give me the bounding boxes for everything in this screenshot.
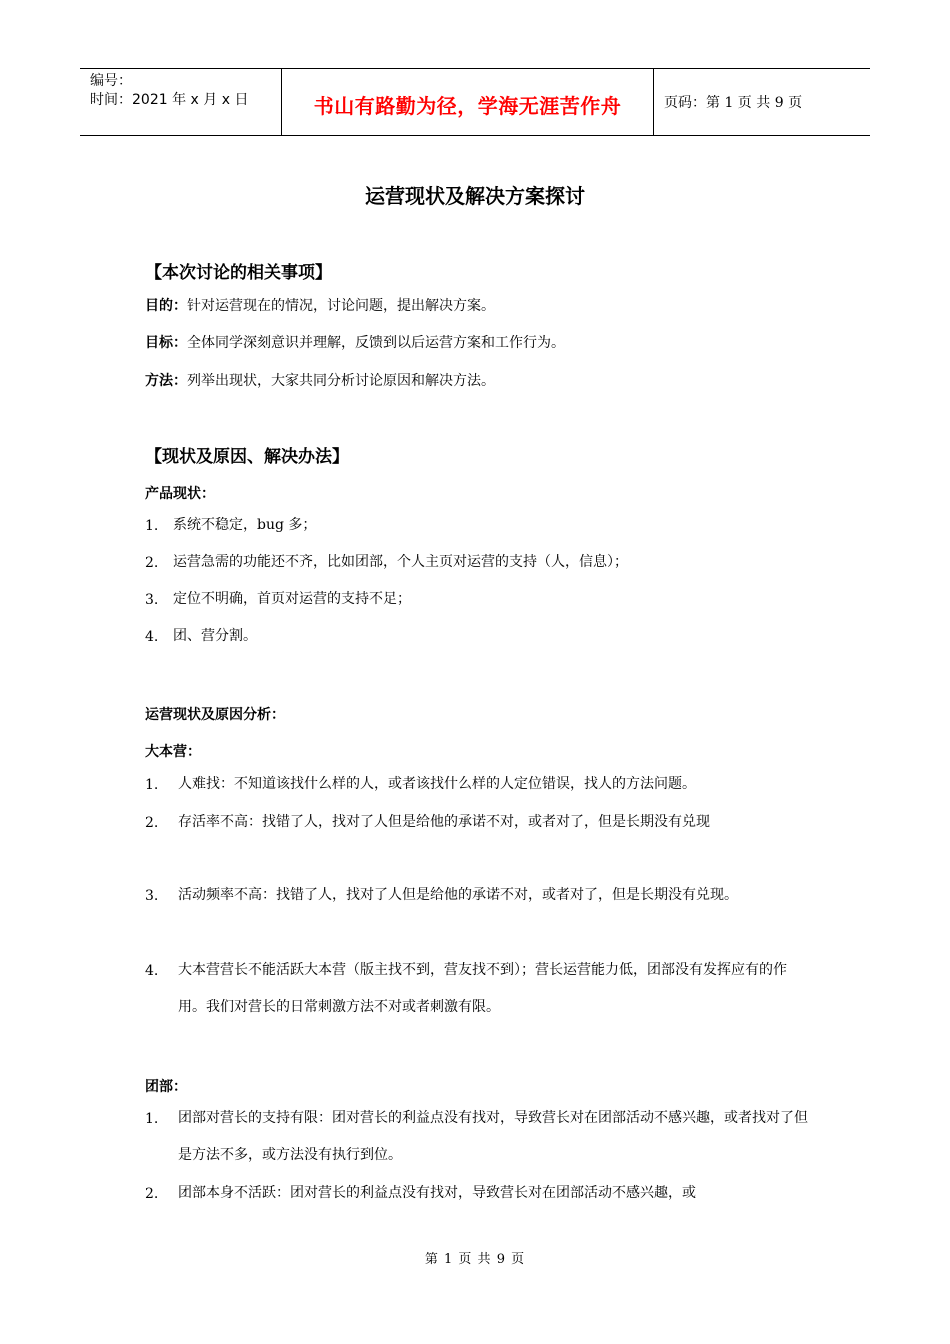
list-item-text: 运营急需的功能还不齐，比如团部，个人主页对运营的支持（人，信息）； bbox=[173, 554, 628, 570]
purpose-paragraph bbox=[145, 295, 495, 315]
header-info-cell bbox=[80, 69, 282, 135]
ops-status-label: 运营现状及原因分析： bbox=[145, 707, 285, 723]
list-item-number: 1. bbox=[145, 518, 159, 534]
goal-text: 全体同学深刻意识并理解，反馈到以后运营方案和工作行为。 bbox=[187, 335, 565, 351]
product-status-label: 产品现状： bbox=[145, 486, 215, 502]
section-heading-status: 【现状及原因、解决办法】 bbox=[145, 447, 349, 467]
list-item-text: 人难找：不知道该找什么样的人，或者该找什么样的人定位错误，找人的方法问题。 bbox=[178, 776, 696, 792]
list-item-number: 3. bbox=[145, 592, 159, 608]
list-item-number: 3. bbox=[145, 888, 159, 904]
header-motto-cell bbox=[282, 69, 654, 135]
document-header bbox=[80, 68, 870, 136]
header-time-label: 时间：2021 年 x 月 x 日 bbox=[90, 92, 249, 108]
list-item-text: 团部对营长的支持有限：团对营长的利益点没有找对，导致营长对在团部活动不感兴趣，或者找对了但是方法不多，或方法没有执行到位。 bbox=[178, 1110, 808, 1163]
method-text: 列举出现状，大家共同分析讨论原因和解决方法。 bbox=[187, 373, 495, 389]
method-label: 方法： bbox=[145, 373, 187, 389]
list-item-text: 存活率不高：找错了人，找对了人但是给他的承诺不对，或者对了，但是长期没有兑现 bbox=[178, 814, 710, 830]
list-item-text: 大本营营长不能活跃大本营（版主找不到，营友找不到）；营长运营能力低，团部没有发挥应有的作用。我们对营长的日常刺激方法不对或者刺激有限。 bbox=[178, 962, 787, 1015]
purpose-label: 目的： bbox=[145, 298, 187, 314]
list-item-number: 2. bbox=[145, 1186, 159, 1202]
list-item-number: 1. bbox=[145, 1111, 159, 1127]
list-item-number: 4. bbox=[145, 963, 159, 979]
list-item-text: 定位不明确，首页对运营的支持不足； bbox=[173, 591, 411, 607]
list-item-number: 2. bbox=[145, 815, 159, 831]
header-page-label: 页码：第 1 页 共 9 页 bbox=[664, 95, 803, 111]
list-item-number: 2. bbox=[145, 555, 159, 571]
header-number-label: 编号： bbox=[90, 73, 132, 89]
section-heading-matters: 【本次讨论的相关事项】 bbox=[145, 263, 332, 283]
page-footer: 第 1 页 共 9 页 bbox=[424, 1252, 526, 1267]
purpose-text: 针对运营现在的情况，讨论问题，提出解决方案。 bbox=[187, 298, 495, 314]
list-item-text: 团部本身不活跃：团对营长的利益点没有找对，导致营长对在团部活动不感兴趣，或 bbox=[178, 1185, 696, 1201]
team-label: 团部： bbox=[145, 1079, 187, 1095]
camp-label: 大本营： bbox=[145, 744, 201, 760]
goal-label: 目标： bbox=[145, 335, 187, 351]
list-item-number: 4. bbox=[145, 629, 159, 645]
document-title: 运营现状及解决方案探讨 bbox=[365, 184, 585, 208]
header-motto: 书山有路勤为径，学海无涯苦作舟 bbox=[313, 93, 622, 118]
list-item-text: 活动频率不高：找错了人，找对了人但是给他的承诺不对，或者对了，但是长期没有兑现。 bbox=[178, 887, 738, 903]
goal-paragraph bbox=[145, 332, 565, 352]
header-page-cell bbox=[654, 69, 870, 135]
list-item-text: 系统不稳定，bug 多； bbox=[173, 517, 317, 533]
method-paragraph bbox=[145, 370, 495, 390]
list-item-text: 团、营分割。 bbox=[173, 628, 257, 644]
list-item-number: 1. bbox=[145, 777, 159, 793]
